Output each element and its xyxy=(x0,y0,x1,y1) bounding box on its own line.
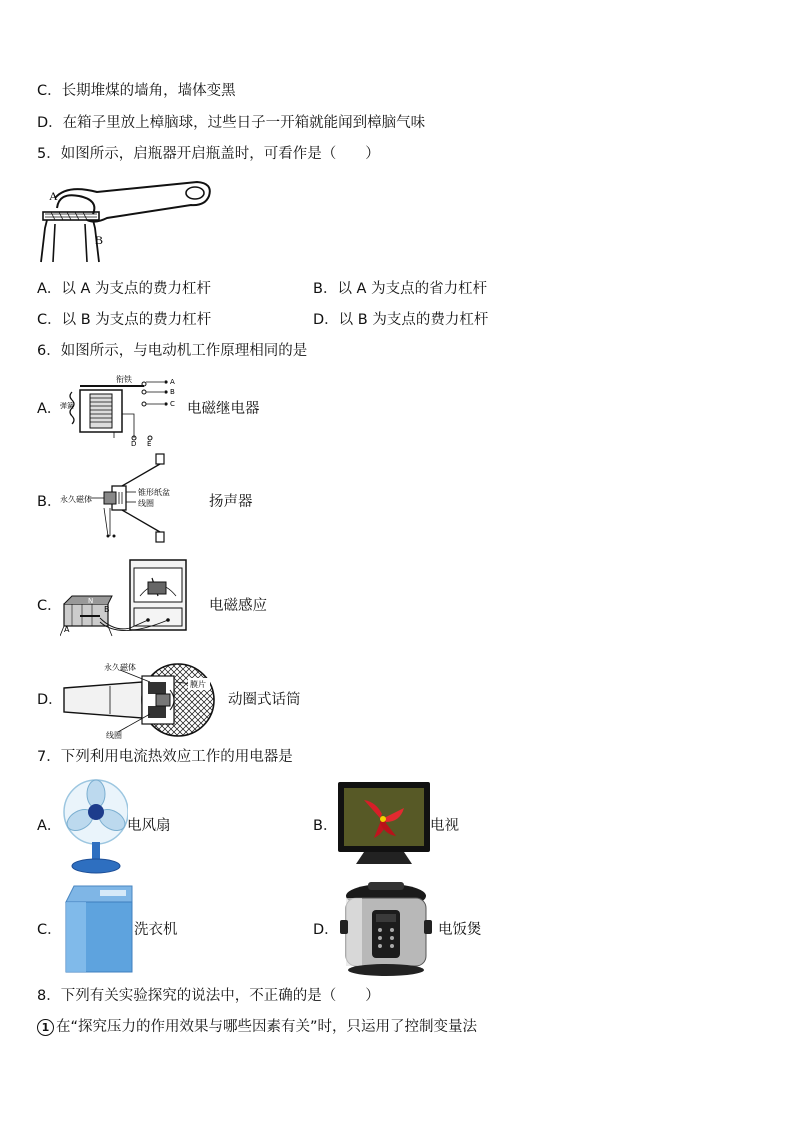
induction-label-a: A xyxy=(64,625,70,634)
q7-option-b-label: 电视 xyxy=(430,818,459,834)
television-image xyxy=(334,778,434,868)
q6-option-b-letter: B． xyxy=(37,494,62,510)
q7-option-d-letter: D． xyxy=(313,922,339,938)
q8-stem: 8．下列有关实验探究的说法中，不正确的是（ ） xyxy=(37,988,380,1004)
q8-statement-1-text: 在“探究压力的作用效果与哪些因素有关”时，只运用了控制变量法 xyxy=(56,1019,478,1035)
bottle-opener-figure xyxy=(37,178,213,268)
speaker-magnet-label: 永久磁体 xyxy=(60,495,92,504)
induction-label-b: B xyxy=(104,605,110,614)
q6-stem: 6．如图所示，与电动机工作原理相同的是 xyxy=(37,343,308,359)
q5-option-d: D．以 B 为支点的费力杠杆 xyxy=(313,312,489,328)
q7-stem: 7．下列利用电流热效应工作的用电器是 xyxy=(37,749,293,765)
opener-label-a: A xyxy=(49,189,58,203)
q7-option-d-label: 电饭煲 xyxy=(438,922,482,938)
speaker-figure xyxy=(60,452,200,548)
relay-label-c: C xyxy=(170,400,175,408)
microphone-figure xyxy=(60,660,220,740)
rice-cooker-image xyxy=(338,880,434,978)
relay-label-e: E xyxy=(147,440,152,446)
q6-option-d-label: 动圈式话筒 xyxy=(228,692,301,708)
q6-option-c-label: 电磁感应 xyxy=(209,598,267,614)
relay-spring-label: 弹簧 xyxy=(60,402,74,410)
q5-stem: 5．如图所示，启瓶器开启瓶盖时，可看作是（ ） xyxy=(37,146,380,162)
q5-option-a: A．以 A 为支点的费力杠杆 xyxy=(37,281,212,297)
q5-option-b: B．以 A 为支点的省力杠杆 xyxy=(313,281,488,297)
q6-option-c-letter: C． xyxy=(37,598,62,614)
induction-figure xyxy=(60,556,190,642)
q7-option-a-label: 电风扇 xyxy=(127,818,171,834)
induction-label-n: N xyxy=(88,597,94,605)
q7-option-c-label: 洗衣机 xyxy=(134,922,178,938)
relay-label-d: D xyxy=(131,440,137,446)
mic-coil-label: 线圈 xyxy=(106,731,122,740)
mic-magnet-label: 永久磁体 xyxy=(104,663,136,672)
q6-option-d-letter: D． xyxy=(37,692,63,708)
q6-option-b-label: 扬声器 xyxy=(209,494,253,510)
q7-option-b-letter: B． xyxy=(313,818,338,834)
relay-label-b: B xyxy=(170,388,175,396)
mic-membrane-label: 膜片 xyxy=(190,680,206,689)
q6-option-a-label: 电磁继电器 xyxy=(187,401,260,417)
q6-option-a-letter: A． xyxy=(37,401,62,417)
opener-label-b: B xyxy=(95,233,104,247)
speaker-coil-label: 线圈 xyxy=(138,499,154,508)
speaker-cone-label: 锥形纸盆 xyxy=(138,488,170,497)
q7-option-a-letter: A． xyxy=(37,818,62,834)
q4-option-d: D．在箱子里放上樟脑球，过些日子一开箱就能闻到樟脑气味 xyxy=(37,115,426,131)
q5-option-c: C．以 B 为支点的费力杠杆 xyxy=(37,312,212,328)
circled-number-1: 1 xyxy=(37,1019,54,1036)
q4-option-c: C．长期堆煤的墙角，墙体变黑 xyxy=(37,83,236,99)
relay-armature-label: 衔铁 xyxy=(116,375,132,384)
electric-fan-image xyxy=(58,776,128,874)
q8-statement-1 xyxy=(37,1018,477,1036)
q7-option-c-letter: C． xyxy=(37,922,62,938)
relay-figure xyxy=(60,374,180,446)
relay-label-a: A xyxy=(170,378,175,386)
washing-machine-image xyxy=(60,882,138,974)
